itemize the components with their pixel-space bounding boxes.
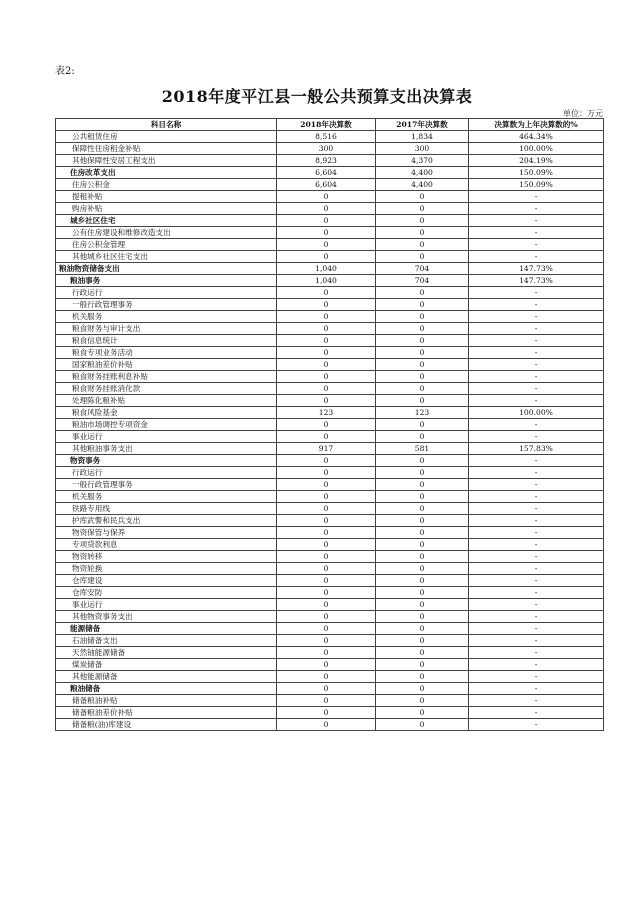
unit-label: 单位：万元 xyxy=(563,109,603,118)
row-2018-amount: 8,516 xyxy=(277,131,376,143)
row-ratio: - xyxy=(469,419,604,431)
row-ratio: - xyxy=(469,215,604,227)
table-header-row xyxy=(56,119,604,131)
row-2018-amount: 0 xyxy=(277,335,376,347)
row-2017-amount: 0 xyxy=(376,719,469,731)
row-subject-name: 处理陈化粮补贴 xyxy=(56,395,277,407)
row-2017-amount: 581 xyxy=(376,443,469,455)
row-2017-amount: 0 xyxy=(376,455,469,467)
table-row xyxy=(56,143,604,155)
row-subject-name: 粮油物资储备支出 xyxy=(56,263,277,275)
row-2017-amount: 0 xyxy=(376,611,469,623)
row-ratio: - xyxy=(469,347,604,359)
row-2017-amount: 0 xyxy=(376,683,469,695)
table-row xyxy=(56,683,604,695)
table-row xyxy=(56,275,604,287)
row-2018-amount: 1,040 xyxy=(277,275,376,287)
table-row xyxy=(56,191,604,203)
row-subject-name: 粮食财务与审计支出 xyxy=(56,323,277,335)
row-subject-name: 其他城乡社区住宅支出 xyxy=(56,251,277,263)
row-2018-amount: 0 xyxy=(277,287,376,299)
document-title: 2018年度平江县一般公共预算支出决算表 xyxy=(161,87,473,106)
row-ratio: - xyxy=(469,323,604,335)
row-2017-amount: 0 xyxy=(376,239,469,251)
table-row xyxy=(56,503,604,515)
row-ratio: - xyxy=(469,227,604,239)
row-2018-amount: 0 xyxy=(277,503,376,515)
row-ratio: - xyxy=(469,383,604,395)
row-ratio: - xyxy=(469,467,604,479)
table-row xyxy=(56,311,604,323)
row-subject-name: 事业运行 xyxy=(56,599,277,611)
table-row xyxy=(56,599,604,611)
table-row xyxy=(56,419,604,431)
table-row xyxy=(56,359,604,371)
table-row xyxy=(56,215,604,227)
row-2018-amount: 0 xyxy=(277,383,376,395)
row-ratio: - xyxy=(469,251,604,263)
table-row xyxy=(56,491,604,503)
table-row xyxy=(56,659,604,671)
row-2017-amount: 0 xyxy=(376,251,469,263)
row-2018-amount: 0 xyxy=(277,515,376,527)
table-row xyxy=(56,347,604,359)
row-subject-name: 护库武警和民兵支出 xyxy=(56,515,277,527)
row-2017-amount: 704 xyxy=(376,275,469,287)
row-2018-amount: 0 xyxy=(277,203,376,215)
table-row xyxy=(56,575,604,587)
row-ratio: - xyxy=(469,647,604,659)
row-2017-amount: 0 xyxy=(376,587,469,599)
row-ratio: - xyxy=(469,575,604,587)
row-subject-name: 储备粮油补贴 xyxy=(56,695,277,707)
table-row xyxy=(56,527,604,539)
row-2018-amount: 0 xyxy=(277,347,376,359)
row-2017-amount: 0 xyxy=(376,371,469,383)
table-row xyxy=(56,611,604,623)
table-row xyxy=(56,707,604,719)
row-subject-name: 粮食信息统计 xyxy=(56,335,277,347)
row-2017-amount: 0 xyxy=(376,515,469,527)
row-ratio: - xyxy=(469,479,604,491)
row-subject-name: 其他物资事务支出 xyxy=(56,611,277,623)
row-ratio: 157.83% xyxy=(469,443,604,455)
row-2017-amount: 0 xyxy=(376,335,469,347)
row-2017-amount: 0 xyxy=(376,527,469,539)
row-2017-amount: 0 xyxy=(376,395,469,407)
row-2018-amount: 0 xyxy=(277,647,376,659)
row-2018-amount: 0 xyxy=(277,359,376,371)
header-subject-name: 科目名称 xyxy=(56,119,277,131)
row-2018-amount: 0 xyxy=(277,371,376,383)
row-ratio: - xyxy=(469,431,604,443)
row-ratio: - xyxy=(469,563,604,575)
row-2018-amount: 6,604 xyxy=(277,179,376,191)
row-2018-amount: 0 xyxy=(277,707,376,719)
row-ratio: - xyxy=(469,311,604,323)
row-ratio: - xyxy=(469,539,604,551)
table-row xyxy=(56,563,604,575)
row-2017-amount: 0 xyxy=(376,671,469,683)
row-2018-amount: 0 xyxy=(277,191,376,203)
row-ratio: - xyxy=(469,359,604,371)
row-2017-amount: 0 xyxy=(376,503,469,515)
row-2018-amount: 0 xyxy=(277,479,376,491)
table-row xyxy=(56,167,604,179)
row-subject-name: 物资保管与保养 xyxy=(56,527,277,539)
row-subject-name: 事业运行 xyxy=(56,431,277,443)
row-2017-amount: 0 xyxy=(376,359,469,371)
row-subject-name: 粮食专项业务活动 xyxy=(56,347,277,359)
header-2017-amount: 2017年决算数 xyxy=(376,119,469,131)
row-2018-amount: 6,604 xyxy=(277,167,376,179)
row-ratio: - xyxy=(469,395,604,407)
row-2018-amount: 0 xyxy=(277,431,376,443)
table-row xyxy=(56,371,604,383)
row-ratio: - xyxy=(469,659,604,671)
row-2018-amount: 0 xyxy=(277,575,376,587)
row-subject-name: 公有住房建设和维修改造支出 xyxy=(56,227,277,239)
table-row xyxy=(56,287,604,299)
row-ratio: - xyxy=(469,599,604,611)
row-subject-name: 其他能源储备 xyxy=(56,671,277,683)
row-ratio: - xyxy=(469,335,604,347)
row-2017-amount: 4,400 xyxy=(376,167,469,179)
row-2018-amount: 0 xyxy=(277,467,376,479)
row-2018-amount: 0 xyxy=(277,251,376,263)
table-row xyxy=(56,227,604,239)
header-2018-amount: 2018年决算数 xyxy=(277,119,376,131)
row-2017-amount: 0 xyxy=(376,203,469,215)
row-2017-amount: 0 xyxy=(376,299,469,311)
table-row xyxy=(56,335,604,347)
table-row xyxy=(56,263,604,275)
row-2018-amount: 0 xyxy=(277,491,376,503)
row-ratio: - xyxy=(469,239,604,251)
row-2018-amount: 0 xyxy=(277,587,376,599)
row-2018-amount: 0 xyxy=(277,395,376,407)
row-2018-amount: 0 xyxy=(277,695,376,707)
row-2017-amount: 0 xyxy=(376,491,469,503)
table-row xyxy=(56,623,604,635)
row-subject-name: 物资事务 xyxy=(56,455,277,467)
row-subject-name: 天然铀能源储备 xyxy=(56,647,277,659)
row-ratio: - xyxy=(469,527,604,539)
row-subject-name: 购房补贴 xyxy=(56,203,277,215)
row-subject-name: 保障性住房租金补贴 xyxy=(56,143,277,155)
table-row xyxy=(56,155,604,167)
row-2017-amount: 0 xyxy=(376,227,469,239)
row-subject-name: 粮食财务挂账利息补贴 xyxy=(56,371,277,383)
row-ratio: - xyxy=(469,191,604,203)
row-2018-amount: 0 xyxy=(277,539,376,551)
row-subject-name: 石油储备支出 xyxy=(56,635,277,647)
row-2018-amount: 0 xyxy=(277,599,376,611)
row-subject-name: 公共租赁住房 xyxy=(56,131,277,143)
row-2017-amount: 0 xyxy=(376,383,469,395)
row-ratio: 100.00% xyxy=(469,407,604,419)
row-2018-amount: 0 xyxy=(277,671,376,683)
header-ratio: 决算数为上年决算数的% xyxy=(469,119,604,131)
row-ratio: 150.09% xyxy=(469,167,604,179)
table-row xyxy=(56,455,604,467)
table-number-label: 表2: xyxy=(55,66,75,77)
row-ratio: - xyxy=(469,503,604,515)
table-row xyxy=(56,647,604,659)
row-ratio: - xyxy=(469,587,604,599)
row-ratio: - xyxy=(469,635,604,647)
row-2017-amount: 0 xyxy=(376,347,469,359)
table-row xyxy=(56,407,604,419)
row-2018-amount: 0 xyxy=(277,299,376,311)
row-subject-name: 住房公积金管理 xyxy=(56,239,277,251)
row-ratio: - xyxy=(469,491,604,503)
table-row xyxy=(56,131,604,143)
row-2018-amount: 0 xyxy=(277,551,376,563)
row-subject-name: 煤炭储备 xyxy=(56,659,277,671)
row-2017-amount: 0 xyxy=(376,311,469,323)
table-row xyxy=(56,443,604,455)
table-body xyxy=(56,131,604,731)
row-2017-amount: 704 xyxy=(376,263,469,275)
row-2017-amount: 0 xyxy=(376,575,469,587)
row-subject-name: 粮油储备 xyxy=(56,683,277,695)
table-row xyxy=(56,251,604,263)
row-2017-amount: 123 xyxy=(376,407,469,419)
row-subject-name: 储备粮(油)库建设 xyxy=(56,719,277,731)
row-2018-amount: 0 xyxy=(277,683,376,695)
row-ratio: - xyxy=(469,719,604,731)
row-ratio: - xyxy=(469,203,604,215)
row-subject-name: 住房公积金 xyxy=(56,179,277,191)
row-2018-amount: 0 xyxy=(277,419,376,431)
row-2017-amount: 0 xyxy=(376,191,469,203)
row-2017-amount: 0 xyxy=(376,695,469,707)
table-row xyxy=(56,635,604,647)
row-subject-name: 城乡社区住宅 xyxy=(56,215,277,227)
row-ratio: - xyxy=(469,287,604,299)
row-subject-name: 一般行政管理事务 xyxy=(56,479,277,491)
row-subject-name: 物资轮换 xyxy=(56,563,277,575)
row-2018-amount: 0 xyxy=(277,215,376,227)
row-subject-name: 住房改革支出 xyxy=(56,167,277,179)
row-ratio: - xyxy=(469,551,604,563)
table-row xyxy=(56,239,604,251)
row-subject-name: 能源储备 xyxy=(56,623,277,635)
row-subject-name: 铁路专用线 xyxy=(56,503,277,515)
row-subject-name: 粮食财务挂账消化款 xyxy=(56,383,277,395)
row-2017-amount: 300 xyxy=(376,143,469,155)
row-2018-amount: 8,923 xyxy=(277,155,376,167)
row-2017-amount: 0 xyxy=(376,563,469,575)
row-subject-name: 仓库建设 xyxy=(56,575,277,587)
row-ratio: 100.00% xyxy=(469,143,604,155)
row-subject-name: 粮油市场调控专项资金 xyxy=(56,419,277,431)
row-2017-amount: 0 xyxy=(376,419,469,431)
row-2017-amount: 0 xyxy=(376,215,469,227)
row-subject-name: 储备粮油差价补贴 xyxy=(56,707,277,719)
row-ratio: - xyxy=(469,707,604,719)
row-2017-amount: 0 xyxy=(376,635,469,647)
row-ratio: - xyxy=(469,371,604,383)
table-row xyxy=(56,671,604,683)
row-2018-amount: 0 xyxy=(277,455,376,467)
row-subject-name: 粮食风险基金 xyxy=(56,407,277,419)
row-2018-amount: 123 xyxy=(277,407,376,419)
row-subject-name: 粮油事务 xyxy=(56,275,277,287)
row-ratio: 464.34% xyxy=(469,131,604,143)
table-row xyxy=(56,587,604,599)
table-row xyxy=(56,515,604,527)
row-2017-amount: 4,370 xyxy=(376,155,469,167)
row-2017-amount: 0 xyxy=(376,623,469,635)
row-2017-amount: 0 xyxy=(376,647,469,659)
table-row xyxy=(56,383,604,395)
row-ratio: 150.09% xyxy=(469,179,604,191)
row-subject-name: 其他粮油事务支出 xyxy=(56,443,277,455)
row-ratio: - xyxy=(469,683,604,695)
row-ratio: - xyxy=(469,623,604,635)
row-subject-name: 提租补贴 xyxy=(56,191,277,203)
row-2018-amount: 0 xyxy=(277,611,376,623)
row-2018-amount: 300 xyxy=(277,143,376,155)
row-2017-amount: 4,400 xyxy=(376,179,469,191)
row-2017-amount: 0 xyxy=(376,479,469,491)
row-2017-amount: 0 xyxy=(376,551,469,563)
table-row xyxy=(56,539,604,551)
table-row xyxy=(56,551,604,563)
row-ratio: - xyxy=(469,515,604,527)
table-row xyxy=(56,467,604,479)
row-ratio: 204.19% xyxy=(469,155,604,167)
row-ratio: - xyxy=(469,671,604,683)
table-row xyxy=(56,431,604,443)
row-subject-name: 物资转移 xyxy=(56,551,277,563)
row-2018-amount: 0 xyxy=(277,719,376,731)
table-row xyxy=(56,179,604,191)
row-ratio: - xyxy=(469,455,604,467)
row-2018-amount: 0 xyxy=(277,323,376,335)
row-2018-amount: 917 xyxy=(277,443,376,455)
table-row xyxy=(56,203,604,215)
budget-table xyxy=(55,118,604,731)
row-ratio: - xyxy=(469,695,604,707)
row-2017-amount: 0 xyxy=(376,539,469,551)
row-2018-amount: 0 xyxy=(277,227,376,239)
row-2017-amount: 0 xyxy=(376,467,469,479)
table-row xyxy=(56,299,604,311)
table-row xyxy=(56,695,604,707)
row-2018-amount: 0 xyxy=(277,563,376,575)
row-2018-amount: 0 xyxy=(277,527,376,539)
row-2017-amount: 0 xyxy=(376,323,469,335)
row-ratio: 147.73% xyxy=(469,263,604,275)
row-2018-amount: 0 xyxy=(277,239,376,251)
row-subject-name: 仓库安防 xyxy=(56,587,277,599)
row-2017-amount: 0 xyxy=(376,659,469,671)
row-subject-name: 机关服务 xyxy=(56,491,277,503)
row-2018-amount: 1,040 xyxy=(277,263,376,275)
row-ratio: - xyxy=(469,299,604,311)
row-2018-amount: 0 xyxy=(277,635,376,647)
table-row xyxy=(56,323,604,335)
row-subject-name: 行政运行 xyxy=(56,287,277,299)
row-2018-amount: 0 xyxy=(277,311,376,323)
row-2018-amount: 0 xyxy=(277,623,376,635)
table-row xyxy=(56,719,604,731)
row-2017-amount: 0 xyxy=(376,599,469,611)
row-subject-name: 其他保障性安居工程支出 xyxy=(56,155,277,167)
row-2017-amount: 1,834 xyxy=(376,131,469,143)
row-2018-amount: 0 xyxy=(277,659,376,671)
row-ratio: 147.73% xyxy=(469,275,604,287)
row-subject-name: 机关服务 xyxy=(56,311,277,323)
row-subject-name: 行政运行 xyxy=(56,467,277,479)
row-2017-amount: 0 xyxy=(376,287,469,299)
table-row xyxy=(56,479,604,491)
row-subject-name: 国家粮油差价补贴 xyxy=(56,359,277,371)
row-ratio: - xyxy=(469,611,604,623)
row-subject-name: 一般行政管理事务 xyxy=(56,299,277,311)
row-2017-amount: 0 xyxy=(376,431,469,443)
table-row xyxy=(56,395,604,407)
row-subject-name: 专项贷款利息 xyxy=(56,539,277,551)
row-2017-amount: 0 xyxy=(376,707,469,719)
